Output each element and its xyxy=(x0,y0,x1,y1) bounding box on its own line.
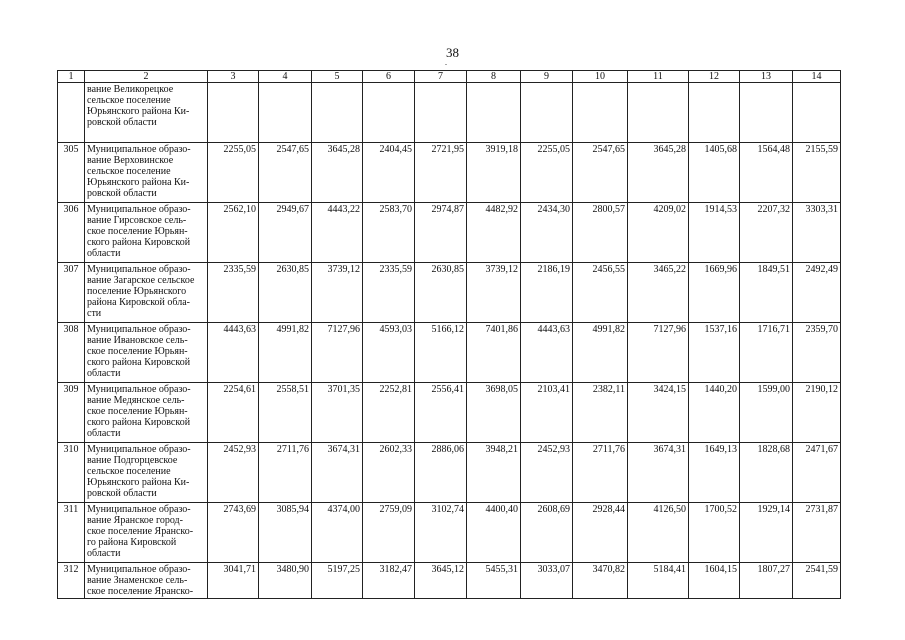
municipality-name-line: сельское поселение xyxy=(87,95,171,106)
scan-speck: . xyxy=(445,58,447,67)
value-cell: 2630,85 xyxy=(259,263,312,323)
value-cell: 1929,14 xyxy=(740,503,793,563)
column-number: 12 xyxy=(689,71,740,83)
value-cell xyxy=(521,83,573,143)
value-cell: 2456,55 xyxy=(573,263,628,323)
value-cell: 2404,45 xyxy=(363,143,415,203)
value-cell: 1716,71 xyxy=(740,323,793,383)
column-number: 7 xyxy=(415,71,467,83)
value-cell: 1604,15 xyxy=(689,563,740,599)
municipality-name-line: области xyxy=(87,368,121,379)
municipality-name-line: вание Медянское сель- xyxy=(87,395,185,406)
municipality-name-line: области xyxy=(87,248,121,259)
municipality-name-line: Муниципальное образо- xyxy=(87,324,191,335)
column-number: 6 xyxy=(363,71,415,83)
value-cell: 2359,70 xyxy=(793,323,841,383)
municipality-name-line: Юрьянского района Ки- xyxy=(87,106,190,117)
value-cell: 3674,31 xyxy=(312,443,363,503)
value-cell: 3465,22 xyxy=(628,263,689,323)
value-cell: 1537,16 xyxy=(689,323,740,383)
value-cell: 3645,12 xyxy=(415,563,467,599)
municipality-name-cell xyxy=(85,83,208,143)
value-cell: 7127,96 xyxy=(312,323,363,383)
value-cell: 1649,13 xyxy=(689,443,740,503)
municipality-name-line: ровской области xyxy=(87,117,157,128)
municipality-name-cell xyxy=(85,503,208,563)
value-cell: 3102,74 xyxy=(415,503,467,563)
value-cell xyxy=(740,83,793,143)
value-cell: 1807,27 xyxy=(740,563,793,599)
value-cell: 3698,05 xyxy=(467,383,521,443)
municipality-name-line: сельское поселение xyxy=(87,166,171,177)
value-cell: 2335,59 xyxy=(363,263,415,323)
value-cell: 2602,33 xyxy=(363,443,415,503)
table-row xyxy=(58,83,841,143)
value-cell: 1669,96 xyxy=(689,263,740,323)
municipality-name-line: ровской области xyxy=(87,488,157,499)
value-cell: 2558,51 xyxy=(259,383,312,443)
table-row xyxy=(58,323,841,383)
value-cell: 4991,82 xyxy=(259,323,312,383)
value-cell: 2382,11 xyxy=(573,383,628,443)
municipality-name-line: ское поселение Юрьян- xyxy=(87,226,188,237)
value-cell: 3645,28 xyxy=(628,143,689,203)
value-cell: 3645,28 xyxy=(312,143,363,203)
value-cell: 3739,12 xyxy=(467,263,521,323)
municipality-name-line: Юрьянского района Ки- xyxy=(87,177,190,188)
value-cell: 2547,65 xyxy=(259,143,312,203)
row-number: 305 xyxy=(58,143,85,203)
value-cell: 7401,86 xyxy=(467,323,521,383)
municipality-name-line: Муниципальное образо- xyxy=(87,264,191,275)
value-cell: 2471,67 xyxy=(793,443,841,503)
value-cell: 2974,87 xyxy=(415,203,467,263)
municipality-name-cell xyxy=(85,143,208,203)
column-number: 11 xyxy=(628,71,689,83)
row-number: 311 xyxy=(58,503,85,563)
value-cell: 2759,09 xyxy=(363,503,415,563)
value-cell xyxy=(793,83,841,143)
municipality-name-line: ровской области xyxy=(87,188,157,199)
column-number: 9 xyxy=(521,71,573,83)
value-cell: 2255,05 xyxy=(208,143,259,203)
municipality-name-line: поселение Юрьянского xyxy=(87,286,187,297)
value-cell: 1828,68 xyxy=(740,443,793,503)
value-cell: 3085,94 xyxy=(259,503,312,563)
value-cell: 4593,03 xyxy=(363,323,415,383)
value-cell: 3674,31 xyxy=(628,443,689,503)
row-number: 308 xyxy=(58,323,85,383)
value-cell: 4991,82 xyxy=(573,323,628,383)
value-cell: 5455,31 xyxy=(467,563,521,599)
municipality-name-cell xyxy=(85,203,208,263)
value-cell: 3480,90 xyxy=(259,563,312,599)
municipality-name-line: Муниципальное образо- xyxy=(87,384,191,395)
value-cell: 1440,20 xyxy=(689,383,740,443)
value-cell: 2492,49 xyxy=(793,263,841,323)
value-cell: 3424,15 xyxy=(628,383,689,443)
value-cell: 2949,67 xyxy=(259,203,312,263)
value-cell: 1564,48 xyxy=(740,143,793,203)
value-cell: 2186,19 xyxy=(521,263,573,323)
table-body xyxy=(58,71,841,599)
municipality-name-line: района Кировской обла- xyxy=(87,297,191,308)
municipality-name-line: вание Загарское сельское xyxy=(87,275,195,286)
value-cell: 2547,65 xyxy=(573,143,628,203)
value-cell: 5197,25 xyxy=(312,563,363,599)
value-cell: 3919,18 xyxy=(467,143,521,203)
municipality-name-cell xyxy=(85,263,208,323)
value-cell: 4443,63 xyxy=(208,323,259,383)
table-row xyxy=(58,203,841,263)
data-table xyxy=(57,70,841,599)
municipality-name-line: Муниципальное образо- xyxy=(87,564,191,575)
row-number: 309 xyxy=(58,383,85,443)
column-number: 14 xyxy=(793,71,841,83)
municipality-name-line: вание Великорецкое xyxy=(87,84,174,95)
value-cell: 2928,44 xyxy=(573,503,628,563)
value-cell: 2254,61 xyxy=(208,383,259,443)
municipality-name-line: вание Яранское город- xyxy=(87,515,183,526)
municipality-name-line: ского района Кировской xyxy=(87,357,191,368)
value-cell: 2103,41 xyxy=(521,383,573,443)
value-cell: 2155,59 xyxy=(793,143,841,203)
value-cell: 2541,59 xyxy=(793,563,841,599)
value-cell: 1700,52 xyxy=(689,503,740,563)
value-cell: 2711,76 xyxy=(573,443,628,503)
table-row xyxy=(58,263,841,323)
value-cell: 1914,53 xyxy=(689,203,740,263)
value-cell: 5184,41 xyxy=(628,563,689,599)
value-cell: 1405,68 xyxy=(689,143,740,203)
value-cell: 5166,12 xyxy=(415,323,467,383)
column-number: 2 xyxy=(85,71,208,83)
municipality-name-line: вание Подгорцевское xyxy=(87,455,178,466)
table-row xyxy=(58,443,841,503)
municipality-name-line: вание Ивановское сель- xyxy=(87,335,188,346)
value-cell: 2608,69 xyxy=(521,503,573,563)
value-cell: 3041,71 xyxy=(208,563,259,599)
value-cell: 2556,41 xyxy=(415,383,467,443)
value-cell xyxy=(208,83,259,143)
value-cell: 2630,85 xyxy=(415,263,467,323)
value-cell xyxy=(415,83,467,143)
column-number: 3 xyxy=(208,71,259,83)
value-cell xyxy=(467,83,521,143)
value-cell: 3033,07 xyxy=(521,563,573,599)
value-cell: 1599,00 xyxy=(740,383,793,443)
municipality-name-line: области xyxy=(87,428,121,439)
municipality-name-line: сельское поселение xyxy=(87,466,171,477)
row-number: 312 xyxy=(58,563,85,599)
value-cell: 3470,82 xyxy=(573,563,628,599)
municipality-name-line: ского района Кировской xyxy=(87,417,191,428)
value-cell: 2335,59 xyxy=(208,263,259,323)
municipality-name-line: Муниципальное образо- xyxy=(87,204,191,215)
municipality-name-line: го района Кировской xyxy=(87,537,177,548)
municipality-name-line: Муниципальное образо- xyxy=(87,444,191,455)
value-cell xyxy=(573,83,628,143)
row-number: 307 xyxy=(58,263,85,323)
municipality-name-line: ское поселение Юрьян- xyxy=(87,406,188,417)
municipality-name-line: ское поселение Яранско- xyxy=(87,526,194,537)
value-cell: 2886,06 xyxy=(415,443,467,503)
value-cell: 2711,76 xyxy=(259,443,312,503)
value-cell: 3948,21 xyxy=(467,443,521,503)
value-cell: 2452,93 xyxy=(521,443,573,503)
value-cell: 3701,35 xyxy=(312,383,363,443)
column-number: 5 xyxy=(312,71,363,83)
municipality-name-line: вание Верховинское xyxy=(87,155,174,166)
municipality-name-line: области xyxy=(87,548,121,559)
municipality-name-line: ского района Кировской xyxy=(87,237,191,248)
value-cell xyxy=(312,83,363,143)
municipality-name-line: сти xyxy=(87,308,102,319)
value-cell: 2452,93 xyxy=(208,443,259,503)
value-cell: 4374,00 xyxy=(312,503,363,563)
column-number: 4 xyxy=(259,71,312,83)
value-cell: 4209,02 xyxy=(628,203,689,263)
value-cell: 4482,92 xyxy=(467,203,521,263)
municipality-name-cell xyxy=(85,323,208,383)
municipality-name-line: Юрьянского района Ки- xyxy=(87,477,190,488)
column-number-row xyxy=(58,71,841,83)
value-cell: 3182,47 xyxy=(363,563,415,599)
value-cell xyxy=(363,83,415,143)
municipality-name-line: ское поселение Юрьян- xyxy=(87,346,188,357)
table-row xyxy=(58,563,841,599)
column-number: 1 xyxy=(58,71,85,83)
value-cell xyxy=(689,83,740,143)
value-cell: 2800,57 xyxy=(573,203,628,263)
value-cell: 2252,81 xyxy=(363,383,415,443)
value-cell: 4126,50 xyxy=(628,503,689,563)
municipality-name-line: Муниципальное образо- xyxy=(87,144,191,155)
row-number xyxy=(58,83,85,143)
value-cell: 1849,51 xyxy=(740,263,793,323)
value-cell: 2721,95 xyxy=(415,143,467,203)
value-cell: 2255,05 xyxy=(521,143,573,203)
value-cell: 2731,87 xyxy=(793,503,841,563)
value-cell: 4443,63 xyxy=(521,323,573,383)
municipality-name-line: Муниципальное образо- xyxy=(87,504,191,515)
value-cell: 4400,40 xyxy=(467,503,521,563)
table-row xyxy=(58,383,841,443)
municipality-name-cell xyxy=(85,563,208,599)
municipality-name-line: вание Гирсовское сель- xyxy=(87,215,187,226)
value-cell: 2190,12 xyxy=(793,383,841,443)
municipality-name-line: ское поселение Яранско- xyxy=(87,586,194,597)
row-number: 306 xyxy=(58,203,85,263)
table-row xyxy=(58,503,841,563)
municipality-name-cell xyxy=(85,383,208,443)
column-number: 8 xyxy=(467,71,521,83)
value-cell: 2743,69 xyxy=(208,503,259,563)
column-number: 13 xyxy=(740,71,793,83)
page-number: 38 xyxy=(446,45,459,60)
value-cell xyxy=(259,83,312,143)
value-cell: 2583,70 xyxy=(363,203,415,263)
value-cell: 2434,30 xyxy=(521,203,573,263)
value-cell: 2562,10 xyxy=(208,203,259,263)
value-cell: 2207,32 xyxy=(740,203,793,263)
column-number: 10 xyxy=(573,71,628,83)
value-cell: 3739,12 xyxy=(312,263,363,323)
table-row xyxy=(58,143,841,203)
value-cell: 4443,22 xyxy=(312,203,363,263)
value-cell: 7127,96 xyxy=(628,323,689,383)
row-number: 310 xyxy=(58,443,85,503)
municipality-name-line: вание Знаменское сель- xyxy=(87,575,188,586)
value-cell: 3303,31 xyxy=(793,203,841,263)
value-cell xyxy=(628,83,689,143)
municipality-name-cell xyxy=(85,443,208,503)
